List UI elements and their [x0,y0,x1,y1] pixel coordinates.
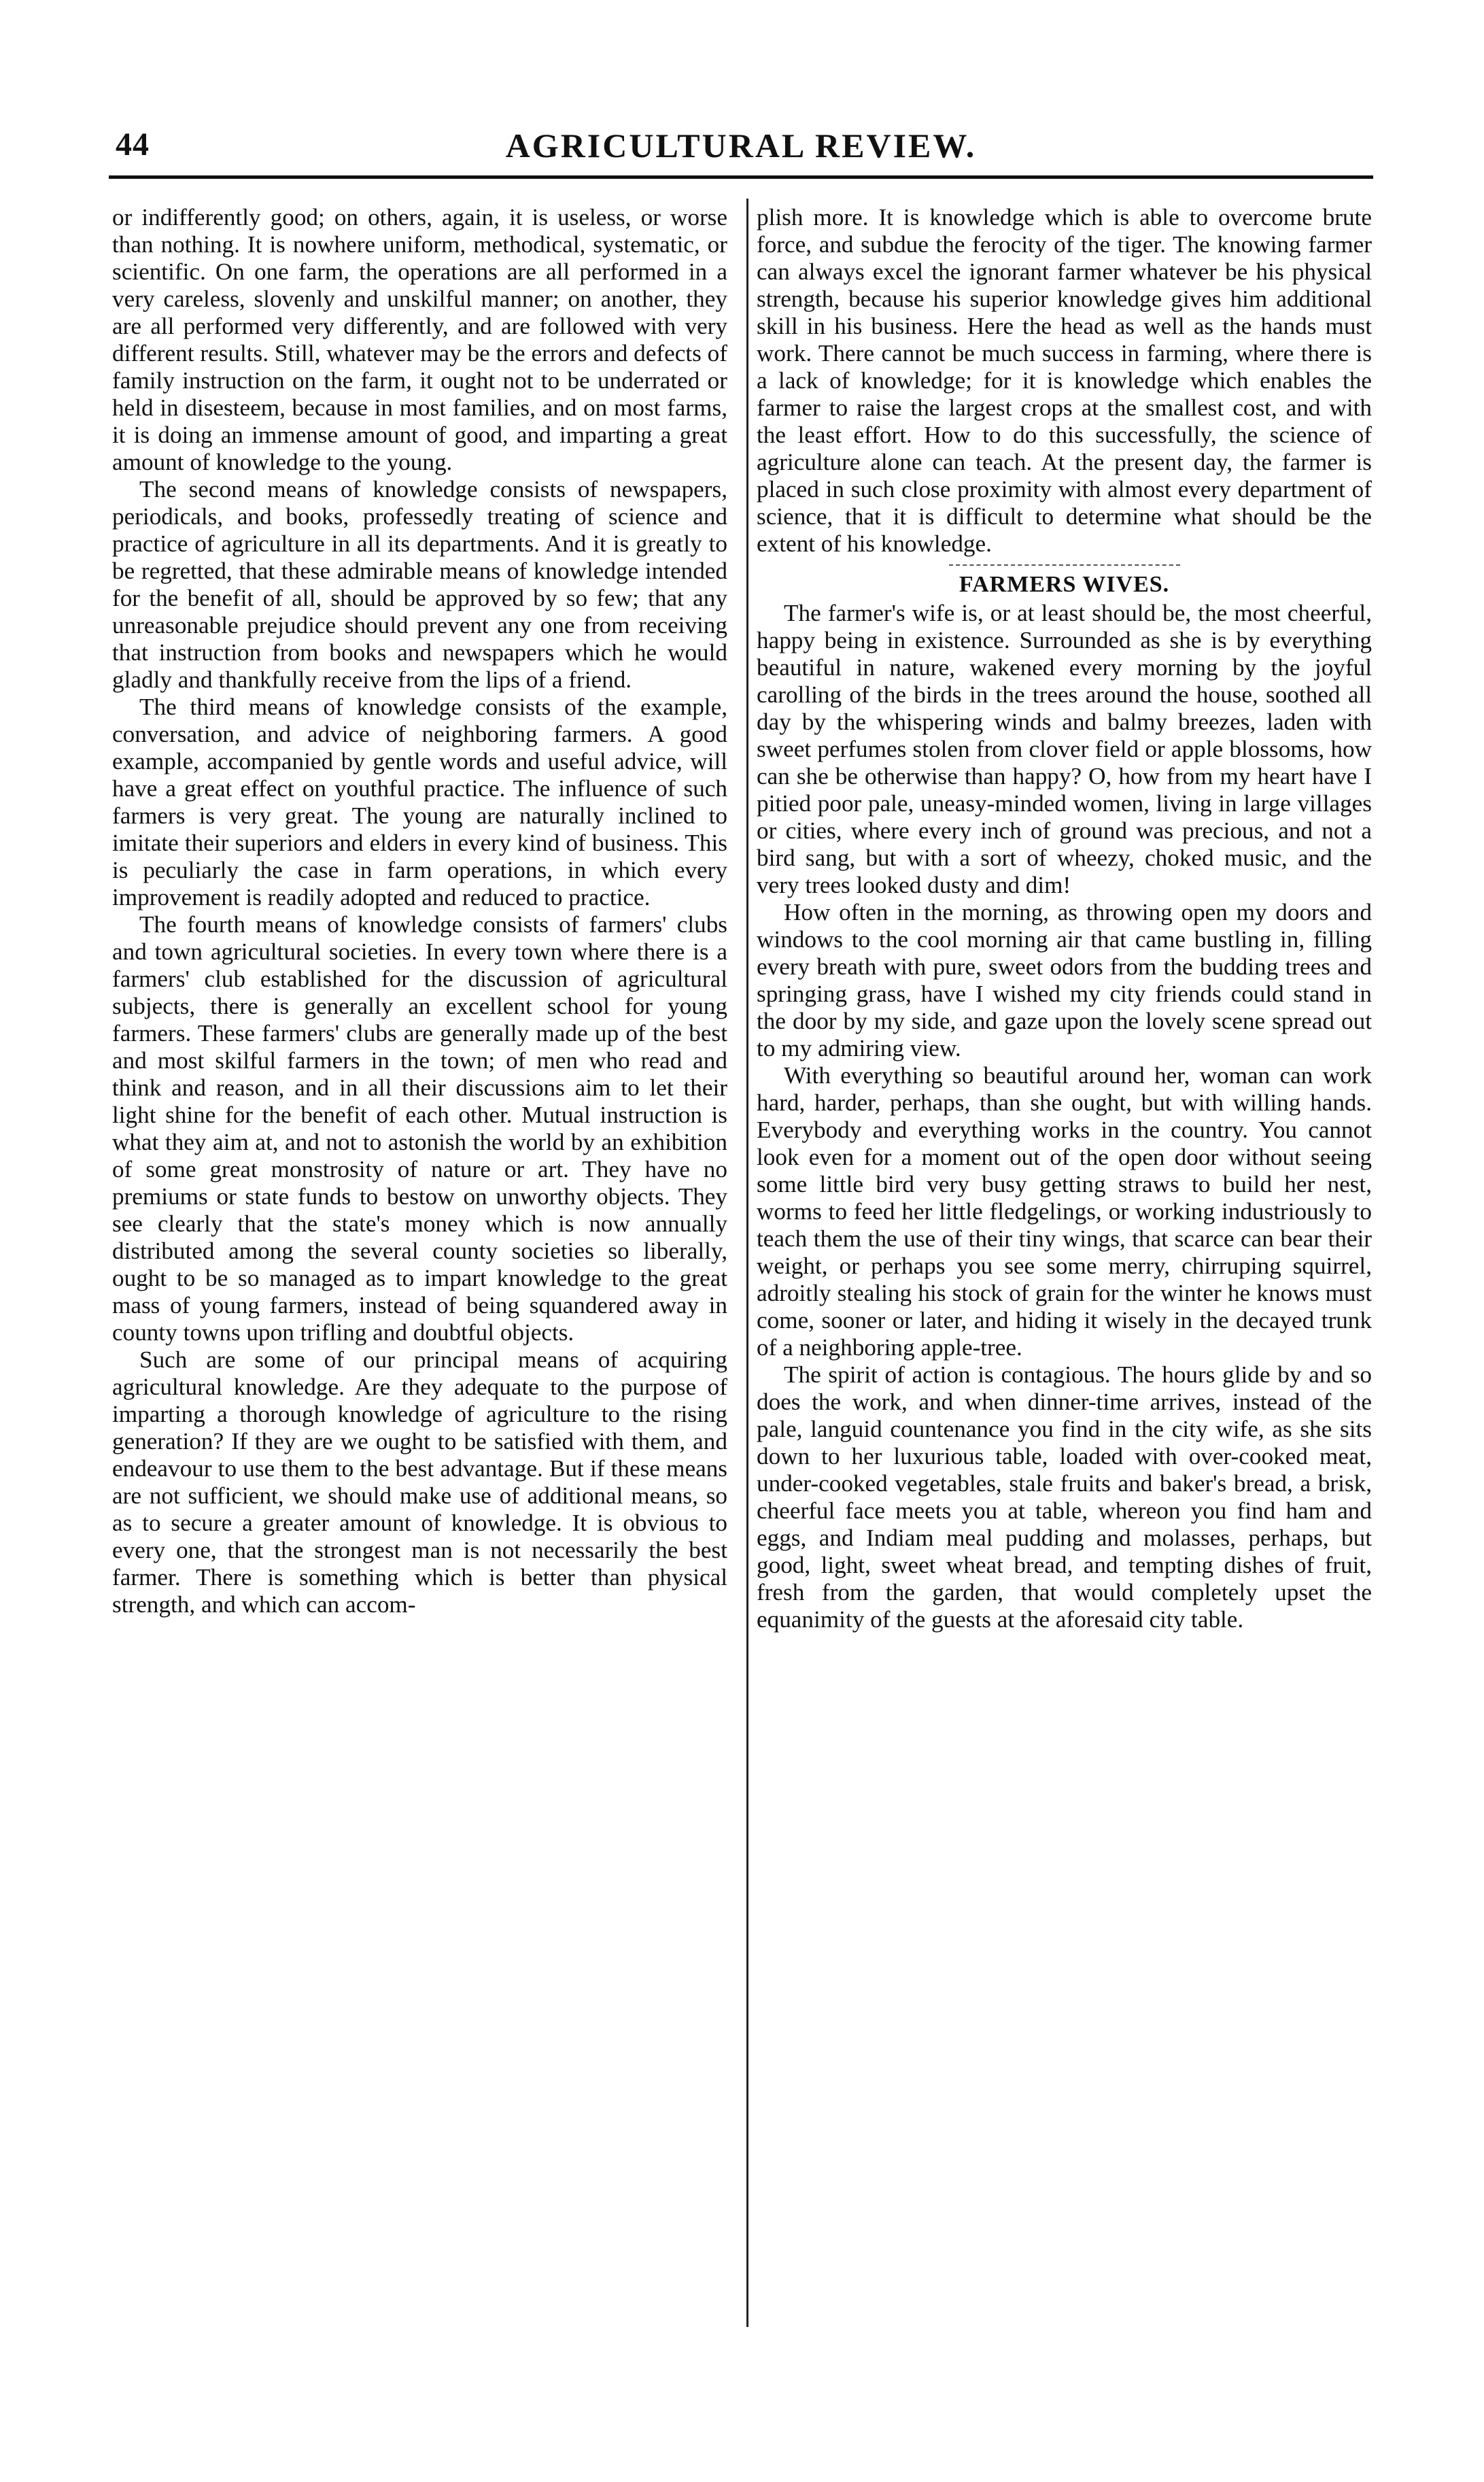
paragraph: How often in the morning, as throwing open my doors and windows to the cool morning air that came bustling in, filling every breath with pure, sweet odors from the budding trees and springing grass, have I wished my city friends could stand in the door by my side, and gaze upon the lovely scene spread out to my admiring view. [757,899,1372,1061]
section-heading: FARMERS WIVES. [959,572,1170,597]
paragraph: The spirit of action is contagious. The hours glide by and so does the work, and when dinner-time arrives, instead of the pale, languid countenance you find in the city wife, as she sits down to her luxurious table, loaded with over-cooked meat, under-cooked vegetables, stale fruits and baker's bread, a brisk, cheerful face meets you at table, whereon you find ham and eggs, and Indiam meal pudding and molasses, perhaps, but good, light, sweet wheat bread, and tempting dishes of fruit, fresh from the garden, that would completely upset the equanimity of the guests at the aforesaid city table. [757,1361,1372,1633]
right-column [757,204,1372,1633]
paragraph: The fourth means of knowledge consists of farmers' clubs and town agricultural societies. In every town where there is a farmers' club established for the discussion of agricultural subjects, there is generally an excellent school for young farmers. These farmers' clubs are generally made up of the best and most skilful farmers in the town; of men who read and think and reason, and in all their discussions aim to let their light shine for the benefit of each other. Mutual instruction is what they aim at, and not to astonish the world by an exhibition of some great monstrosity of nature or art. They have no premiums or state funds to bestow on unworthy objects. They see clearly that the state's money which is now annually distributed among the several county societies so liberally, ought to be so managed as to impart knowledge to the great mass of young farmers, instead of being squandered away in county towns upon trifling and doubtful objects. [112,911,727,1346]
paragraph: With everything so beautiful around her, woman can work hard, harder, perhaps, than she ought, but with willing hands. Everybody and everything works in the country. You cannot look even for a moment out of the open door without seeing some little bird very busy getting straws to build her nest, worms to feed her little fledgelings, or working industriously to teach them the use of their tiny wings, that scarce can bear their weight, or perhaps you see some merry, chirruping squirrel, adroitly stealing his stock of grain for the winter he knows must come, sooner or later, and hiding it wisely in the decayed trunk of a neighboring apple-tree. [757,1062,1372,1361]
column-divider [746,199,748,2327]
header-rule [109,175,1373,179]
paragraph: Such are some of our principal means of acquiring agricultural knowledge. Are they adequate to the purpose of imparting a thorough knowledge of agriculture to the rising generation? If they are we ought to be satisfied with them, and endeavour to use them to the best advantage. But if these means are not sufficient, we should make use of additional means, so as to secure a greater amount of knowledge. It is obvious to every one, that the strongest man is not necessarily the best farmer. There is something which is better than physical strength, and which can accom- [112,1346,727,1618]
paragraph: The third means of knowledge consists of the example, conversation, and advice of neighboring farmers. A good example, accompanied by gentle words and useful advice, will have a great effect on youthful practice. The influence of such farmers is very great. The young are naturally inclined to imitate their superiors and elders in every kind of business. This is peculiarly the case in farm operations, in which every improvement is readily adopted and reduced to practice. [112,694,727,911]
paragraph: The farmer's wife is, or at least should be, the most cheerful, happy being in existence. Surrounded as she is by everything beautiful in nature, wakened every morning by the joyful carolling of the birds in the trees around the house, soothed all day by the whispering winds and balmy breezes, laden with sweet perfumes stolen from clover field or apple blossoms, how can she be otherwise than happy? O, how from my heart have I pitied poor pale, uneasy-minded women, living in large villages or cities, where every inch of ground was precious, and not a bird sang, but with a sort of wheezy, choked music, and the very trees looked dusty and dim! [757,600,1372,898]
page-number: 44 [116,126,150,163]
paragraph: or indifferently good; on others, again, it is useless, or worse than nothing. It is nowhere uniform, methodical, systematic, or scientific. On one farm, the operations are all performed in a very careless, slovenly and unskilful manner; on another, they are all performed very differently, and are followed with very different results. Still, whatever may be the errors and defects of family instruction on the farm, it ought not to be underrated or held in disesteem, because in most families, and on most farms, it is doing an immense amount of good, and imparting a great amount of knowledge to the young. [112,204,727,475]
running-title: AGRICULTURAL REVIEW. [505,126,977,165]
paragraph: The second means of knowledge consists of newspapers, periodicals, and books, professedly treating of science and practice of agriculture in all its departments. And it is greatly to be regretted, that these admirable means of knowledge intended for the benefit of all, should be approved by so few; that any unreasonable prejudice should prevent any one from receiving that instruction from books and newspapers which he would gladly and thankfully receive from the lips of a friend. [112,476,727,693]
paragraph: plish more. It is knowledge which is able to overcome brute force, and subdue the ferocity of the tiger. The knowing farmer can always excel the ignorant farmer whatever be his physical strength, because his superior knowledge gives him additional skill in his business. Here the head as well as the hands must work. There cannot be much success in farming, where there is a lack of knowledge; for it is knowledge which enables the farmer to raise the largest crops at the smallest cost, and with the least effort. How to do this successfully, the science of agriculture alone can teach. At the present day, the farmer is placed in such close proximity with almost every department of science, that it is difficult to determine what should be the extent of his knowledge. [757,204,1372,557]
left-column [112,204,727,1618]
section-separator [949,564,1180,567]
page-header [109,126,1373,173]
